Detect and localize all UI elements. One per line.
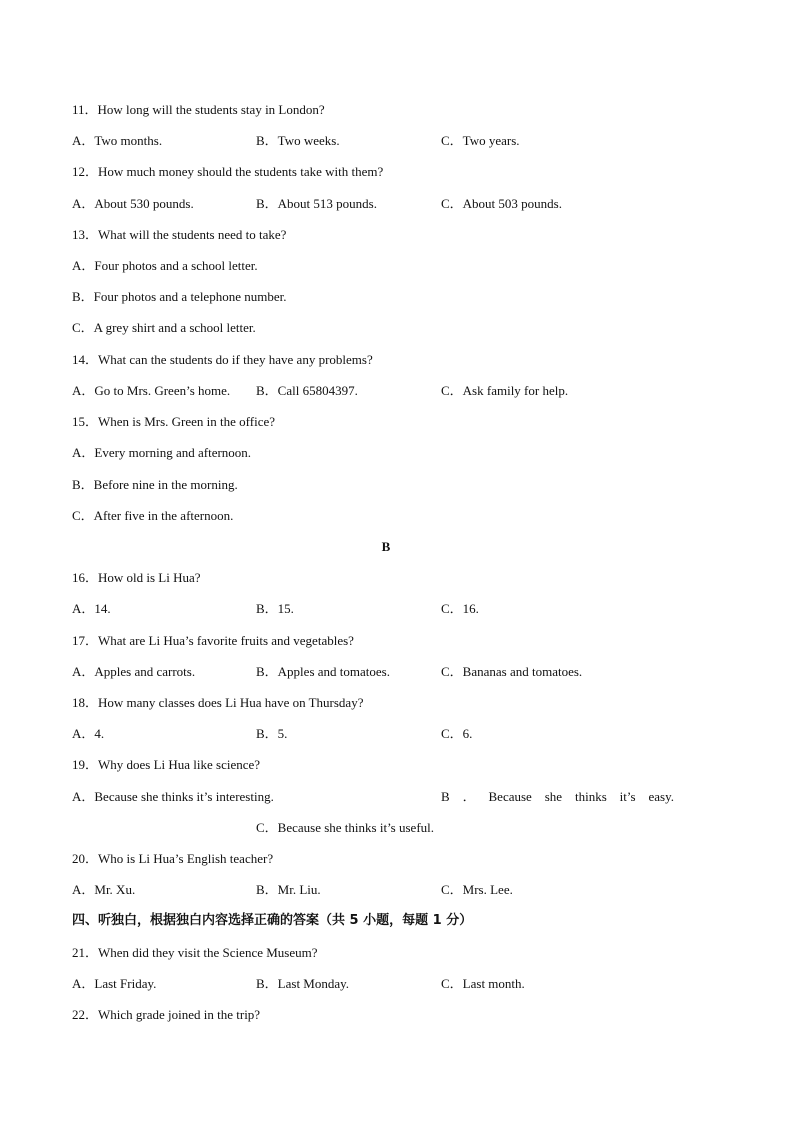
question-20: 20．Who is Li Hua’s English teacher? <box>72 851 274 866</box>
q15-option-c: C．After five in the afternoon. <box>72 508 234 523</box>
q14-option-a: A．Go to Mrs. Green’s home. <box>72 383 231 398</box>
question-18: 18．How many classes does Li Hua have on Thursday? <box>72 695 364 710</box>
q12-option-b: B．About 513 pounds. <box>256 196 377 211</box>
q19-b-word: Because <box>488 789 532 804</box>
q18-option-c: C．6. <box>441 726 473 741</box>
q13-option-c: C．A grey shirt and a school letter. <box>72 320 256 335</box>
question-19: 19．Why does Li Hua like science? <box>72 757 261 772</box>
q12-option-c: C．About 503 pounds. <box>441 196 562 211</box>
question-17: 17．What are Li Hua’s favorite fruits and vegetables? <box>72 633 354 648</box>
question-11: 11．How long will the students stay in London? <box>72 102 325 117</box>
q16-option-a: A．14. <box>72 601 111 616</box>
q11-option-b: B．Two weeks. <box>256 133 340 148</box>
q21-option-b: B．Last Monday. <box>256 976 350 991</box>
q19-b-word: easy. <box>648 789 674 804</box>
question-21: 21．When did they visit the Science Museum? <box>72 945 318 960</box>
section-b-title: B <box>381 539 391 554</box>
q18-option-b: B．5. <box>256 726 288 741</box>
q18-option-a: A．4. <box>72 726 105 741</box>
question-12: 12．How much money should the students take with them? <box>72 164 384 179</box>
q13-option-b: B．Four photos and a telephone number. <box>72 289 287 304</box>
question-22: 22．Which grade joined in the trip? <box>72 1007 261 1022</box>
q17-option-a: A．Apples and carrots. <box>72 664 196 679</box>
q20-option-c: C．Mrs. Lee. <box>441 882 513 897</box>
q14-option-c: C．Ask family for help. <box>441 383 569 398</box>
q17-option-b: B．Apples and tomatoes. <box>256 664 390 679</box>
q11-option-a: A．Two months. <box>72 133 163 148</box>
question-16: 16．How old is Li Hua? <box>72 570 201 585</box>
q19-option-a: A．Because she thinks it’s interesting. <box>72 789 274 804</box>
q15-option-a: A．Every morning and afternoon. <box>72 445 252 460</box>
q19-b-word: thinks <box>574 789 607 804</box>
q19-option-b <box>441 789 674 805</box>
question-14: 14．What can the students do if they have any problems? <box>72 352 373 367</box>
q14-option-b: B．Call 65804397. <box>256 383 358 398</box>
q19-b-word: it’s <box>619 789 636 804</box>
q19-b-word: she <box>544 789 563 804</box>
q17-option-c: C．Bananas and tomatoes. <box>441 664 583 679</box>
q19-b-word: ． <box>462 789 476 804</box>
question-15: 15．When is Mrs. Green in the office? <box>72 414 276 429</box>
q21-option-c: C．Last month. <box>441 976 525 991</box>
q19-b-word: B <box>441 789 450 804</box>
q20-option-a: A．Mr. Xu. <box>72 882 136 897</box>
q16-option-c: C．16. <box>441 601 479 616</box>
q20-option-b: B．Mr. Liu. <box>256 882 321 897</box>
q12-option-a: A．About 530 pounds. <box>72 196 194 211</box>
q11-option-c: C．Two years. <box>441 133 520 148</box>
section-4-heading: 四、听独白，根据独白内容选择正确的答案（共 5 小题，每题 1 分） <box>72 913 473 928</box>
q16-option-b: B．15. <box>256 601 294 616</box>
q13-option-a: A．Four photos and a school letter. <box>72 258 258 273</box>
q19-option-c: C．Because she thinks it’s useful. <box>256 820 435 835</box>
q15-option-b: B．Before nine in the morning. <box>72 477 238 492</box>
question-13: 13．What will the students need to take? <box>72 227 287 242</box>
q21-option-a: A．Last Friday. <box>72 976 157 991</box>
